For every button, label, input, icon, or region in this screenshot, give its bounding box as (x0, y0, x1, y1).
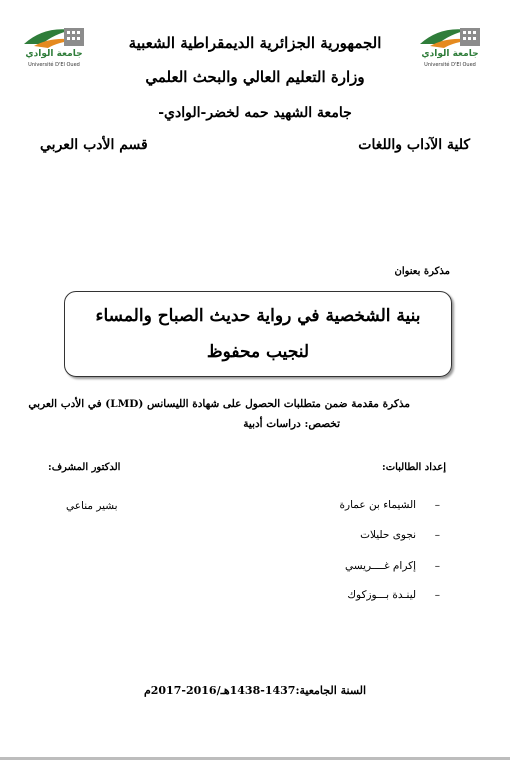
student-name: إكرام غــــريسي (344, 560, 417, 572)
list-dash: – (434, 499, 440, 511)
academic-year: السنة الجامعية:1437-1438هـ/2016-2017م (143, 684, 367, 697)
university-logo-right (410, 22, 490, 74)
student-list-item (345, 560, 440, 572)
thesis-title-line1: بنية الشخصية في رواية حديث الصباح والمساء (95, 306, 421, 326)
list-dash: – (434, 529, 440, 541)
logo-university-latin: Université D'El Oued (424, 62, 476, 68)
header-republic: الجمهورية الجزائرية الديمقراطية الشعبية (128, 34, 382, 52)
student-name: لينـدة بـــوزكوك (347, 589, 417, 601)
bottom-rule (0, 757, 510, 760)
logo-brand-text: جامعة الوادي (25, 49, 83, 59)
list-dash: – (434, 560, 440, 572)
supervisor-label: الدكتور المشرف: (48, 462, 121, 473)
logo-brand-text: جامعة الوادي (421, 49, 479, 59)
thesis-title-box (64, 291, 452, 377)
supervisor-name: بشير مناعي (66, 500, 118, 512)
student-list-item (360, 529, 440, 541)
header-university: جامعة الشهيد حمه لخضر-الوادي- (158, 105, 352, 121)
university-logo-icon (14, 22, 94, 52)
students-label: إعداد الطالبات: (382, 462, 446, 473)
student-list-item (340, 499, 441, 511)
thesis-specialty: تخصص: دراسات أدبية (243, 418, 340, 430)
university-logo-icon (410, 22, 490, 52)
thesis-title-line2: لنجيب محفوظ (206, 342, 310, 362)
student-name: الشيماء بن عمارة (339, 499, 417, 511)
university-logo-left (14, 22, 94, 74)
faculty-name: كلية الآداب واللغات (358, 137, 470, 153)
student-name: نجوى حليلات (360, 529, 417, 541)
thesis-purpose: مذكرة مقدمة ضمن متطلبات الحصول على شهادة الليسانس (LMD) في الأدب العربي (28, 398, 410, 410)
logo-university-latin: Université D'El Oued (28, 62, 80, 68)
department-name: قسم الأدب العربي (40, 137, 148, 153)
list-dash: – (434, 589, 440, 601)
thesis-label: مذكرة بعنوان (394, 266, 450, 277)
student-list-item (347, 589, 440, 601)
header-ministry: وزارة التعليم العالي والبحث العلمي (145, 68, 365, 86)
